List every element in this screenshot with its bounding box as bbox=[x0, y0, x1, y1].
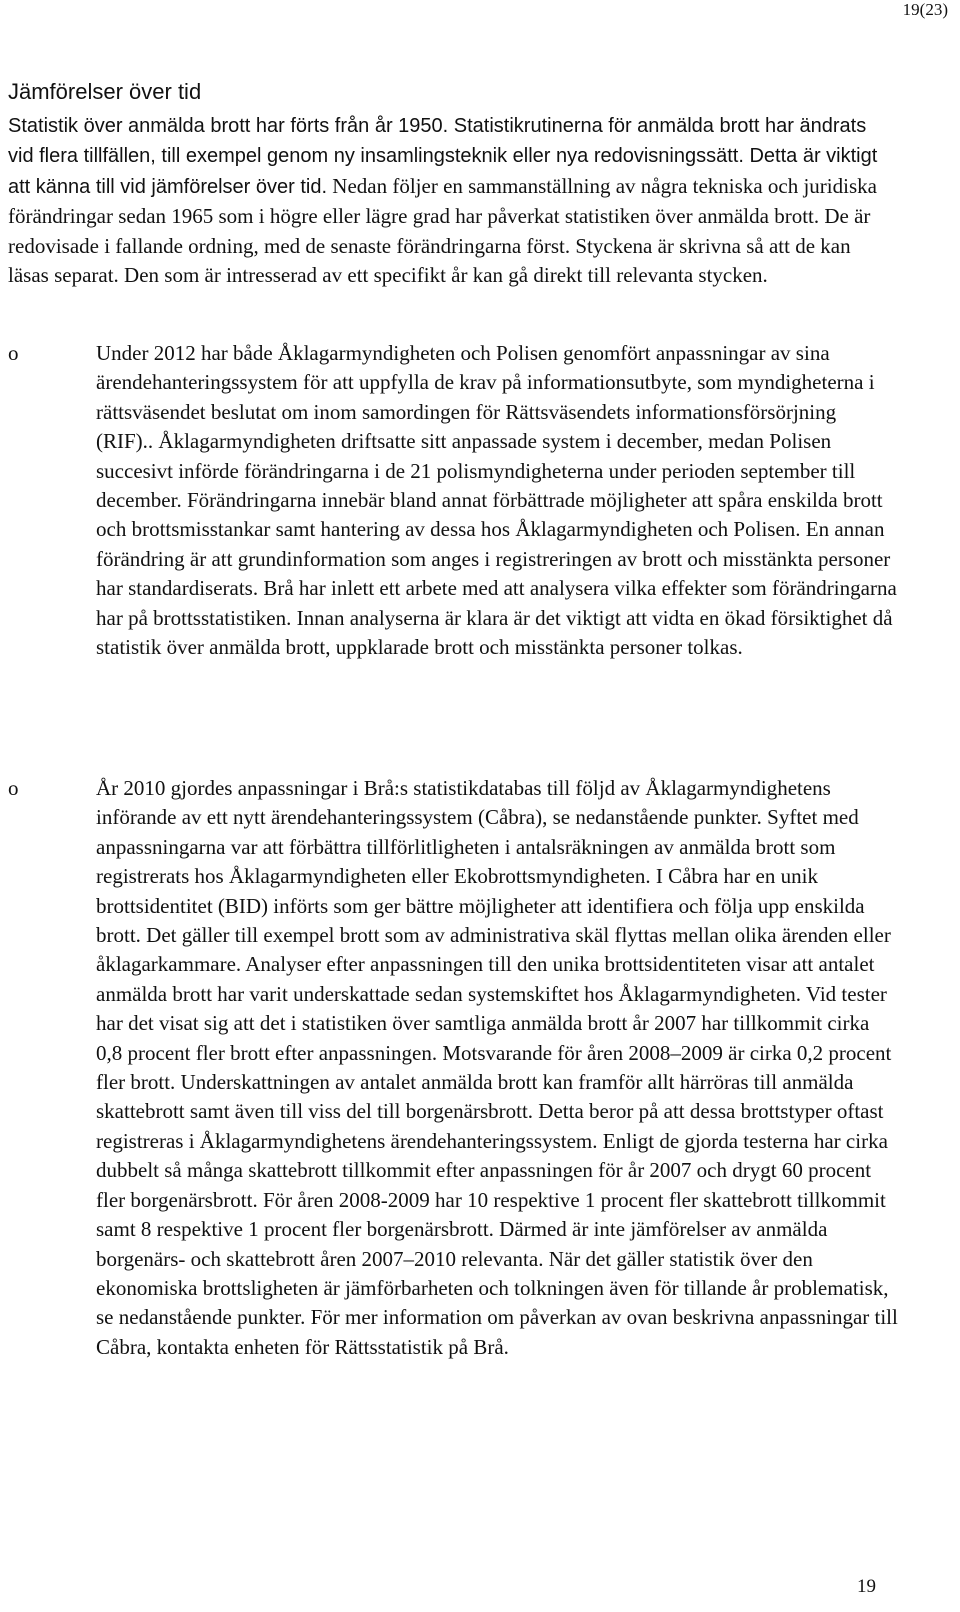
section-heading: Jämförelser över tid bbox=[8, 79, 202, 104]
list-item bbox=[8, 774, 898, 1362]
intro-serif-text: Nedan följer en sammanställning av några tekniska och juridiska förändringar sedan 1965 som i högre eller lägre grad har påverkat statistiken över anmälda brott. De är redovisade i fallande ordning, med de senaste förändringarna först. Styckena är skrivna så att de kan läsas separat. Den som är intresserad av ett specifikt år kan gå direkt till relevanta stycken. bbox=[8, 173, 877, 288]
footer-page-number: 19 bbox=[857, 1576, 876, 1597]
list-item-text: År 2010 gjordes anpassningar i Brå:s statistikdatabas till följd av Åklagarmyndighetens införande av ett nytt ärendehanteringssystem (Cåbra), se nedanstående punkter. Syftet med anpassningarna var att förbättra tillförlitligheten i antalsräkningen av anmälda brott som registrerats hos Åklagarmyndigheten eller Ekobrottsmyndigheten. I Cåbra har en unik brottsidentitet (BID) införts som ger bättre möjligheter att identifiera och följa upp enskilda brott. Det gäller till exempel brott som av administrativa skäl flyttas mellan olika ärenden eller åklagarkammare. Analyser efter anpassningen till den unika brottsidentiteten visar att antalet anmälda brott har varit underskattade sedan systemskiftet hos Åklagarmyndigheten. Vid tester har det visat sig att det i statistiken över samtliga anmälda brott år 2007 har tillkommit cirka 0,8 procent fler brott efter anpassningen. Motsvarande för åren 2008–2009 är cirka 0,2 procent fler brott. Underskattningen av antalet anmälda brott kan framför allt härröras till anmälda skattebrott samt även till viss del till borgenärsbrott. Detta beror på att dessa brottstyper oftast registreras i Åklagarmyndighetens ärendehanteringssystem. Enligt de gjorda testerna har cirka dubbelt så många skattebrott tillkommit efter anpassningen för år 2007 och drygt 60 procent fler borgenärsbrott. För åren 2008-2009 har 10 respektive 1 procent fler skattebrott tillkommit samt 8 respektive 1 procent fler borgenärsbrott. Därmed är inte jämförelser av anmälda borgenärs- och skattebrott åren 2007–2010 relevanta. När det gäller statistik över den ekonomiska brottsligheten är jämförbarheten och tolkningen även för tillande år problematisk, se nedanstående punkter. För mer information om påverkan av ovan beskrivna anpassningar till Cåbra, kontakta enheten för Rättsstatistik på Brå. bbox=[96, 776, 898, 1359]
bullet-list-1 bbox=[8, 339, 898, 662]
bullet-list-2 bbox=[8, 774, 898, 1362]
intro-paragraph bbox=[8, 111, 896, 290]
intro-sans-text: Statistik över anmälda brott har förts från år 1950. Statistikrutinerna för anmälda brott har ändrats vid flera tillfällen, till exempel genom ny insamlingsteknik eller nya redovisningssätt. Detta är viktigt att känna till vid jämförelser över tid. bbox=[8, 115, 878, 198]
list-item-text: Under 2012 har både Åklagarmyndigheten och Polisen genomfört anpassningar av sina ärendehanteringssystem för att uppfylla de krav på informationsutbyte, som myndigheterna i rättsväsendet beslutat om inom samordingen för Rättsväsendets informationsförsörjning (RIF).. Åklagarmyndigheten driftsatte sitt anpassade system i december, medan Polisen succesivt införde förändringarna i de 21 polismyndigheterna under perioden september till december. Förändringarna innebär bland annat förbättrade möjligheter att spåra enskilda brott och brottsmisstankar samt hantering av dessa hos Åklagarmyndigheten och Polisen. En annan förändring är att grundinformation som anges i registreringen av brott och misstänkta personer har standardiserats. Brå har inlett ett arbete med att analysera vilka effekter som förändringarna har på brottsstatistiken. Innan analyserna är klara är det viktigt att vidta en ökad försiktighet då statistik över anmälda brott, uppklarade brott och misstänkta personer tolkas. bbox=[96, 341, 897, 660]
page-indicator: 19(23) bbox=[902, 0, 948, 19]
bullet-marker: o bbox=[8, 776, 19, 800]
bullet-marker: o bbox=[8, 341, 19, 365]
list-item bbox=[8, 339, 898, 662]
